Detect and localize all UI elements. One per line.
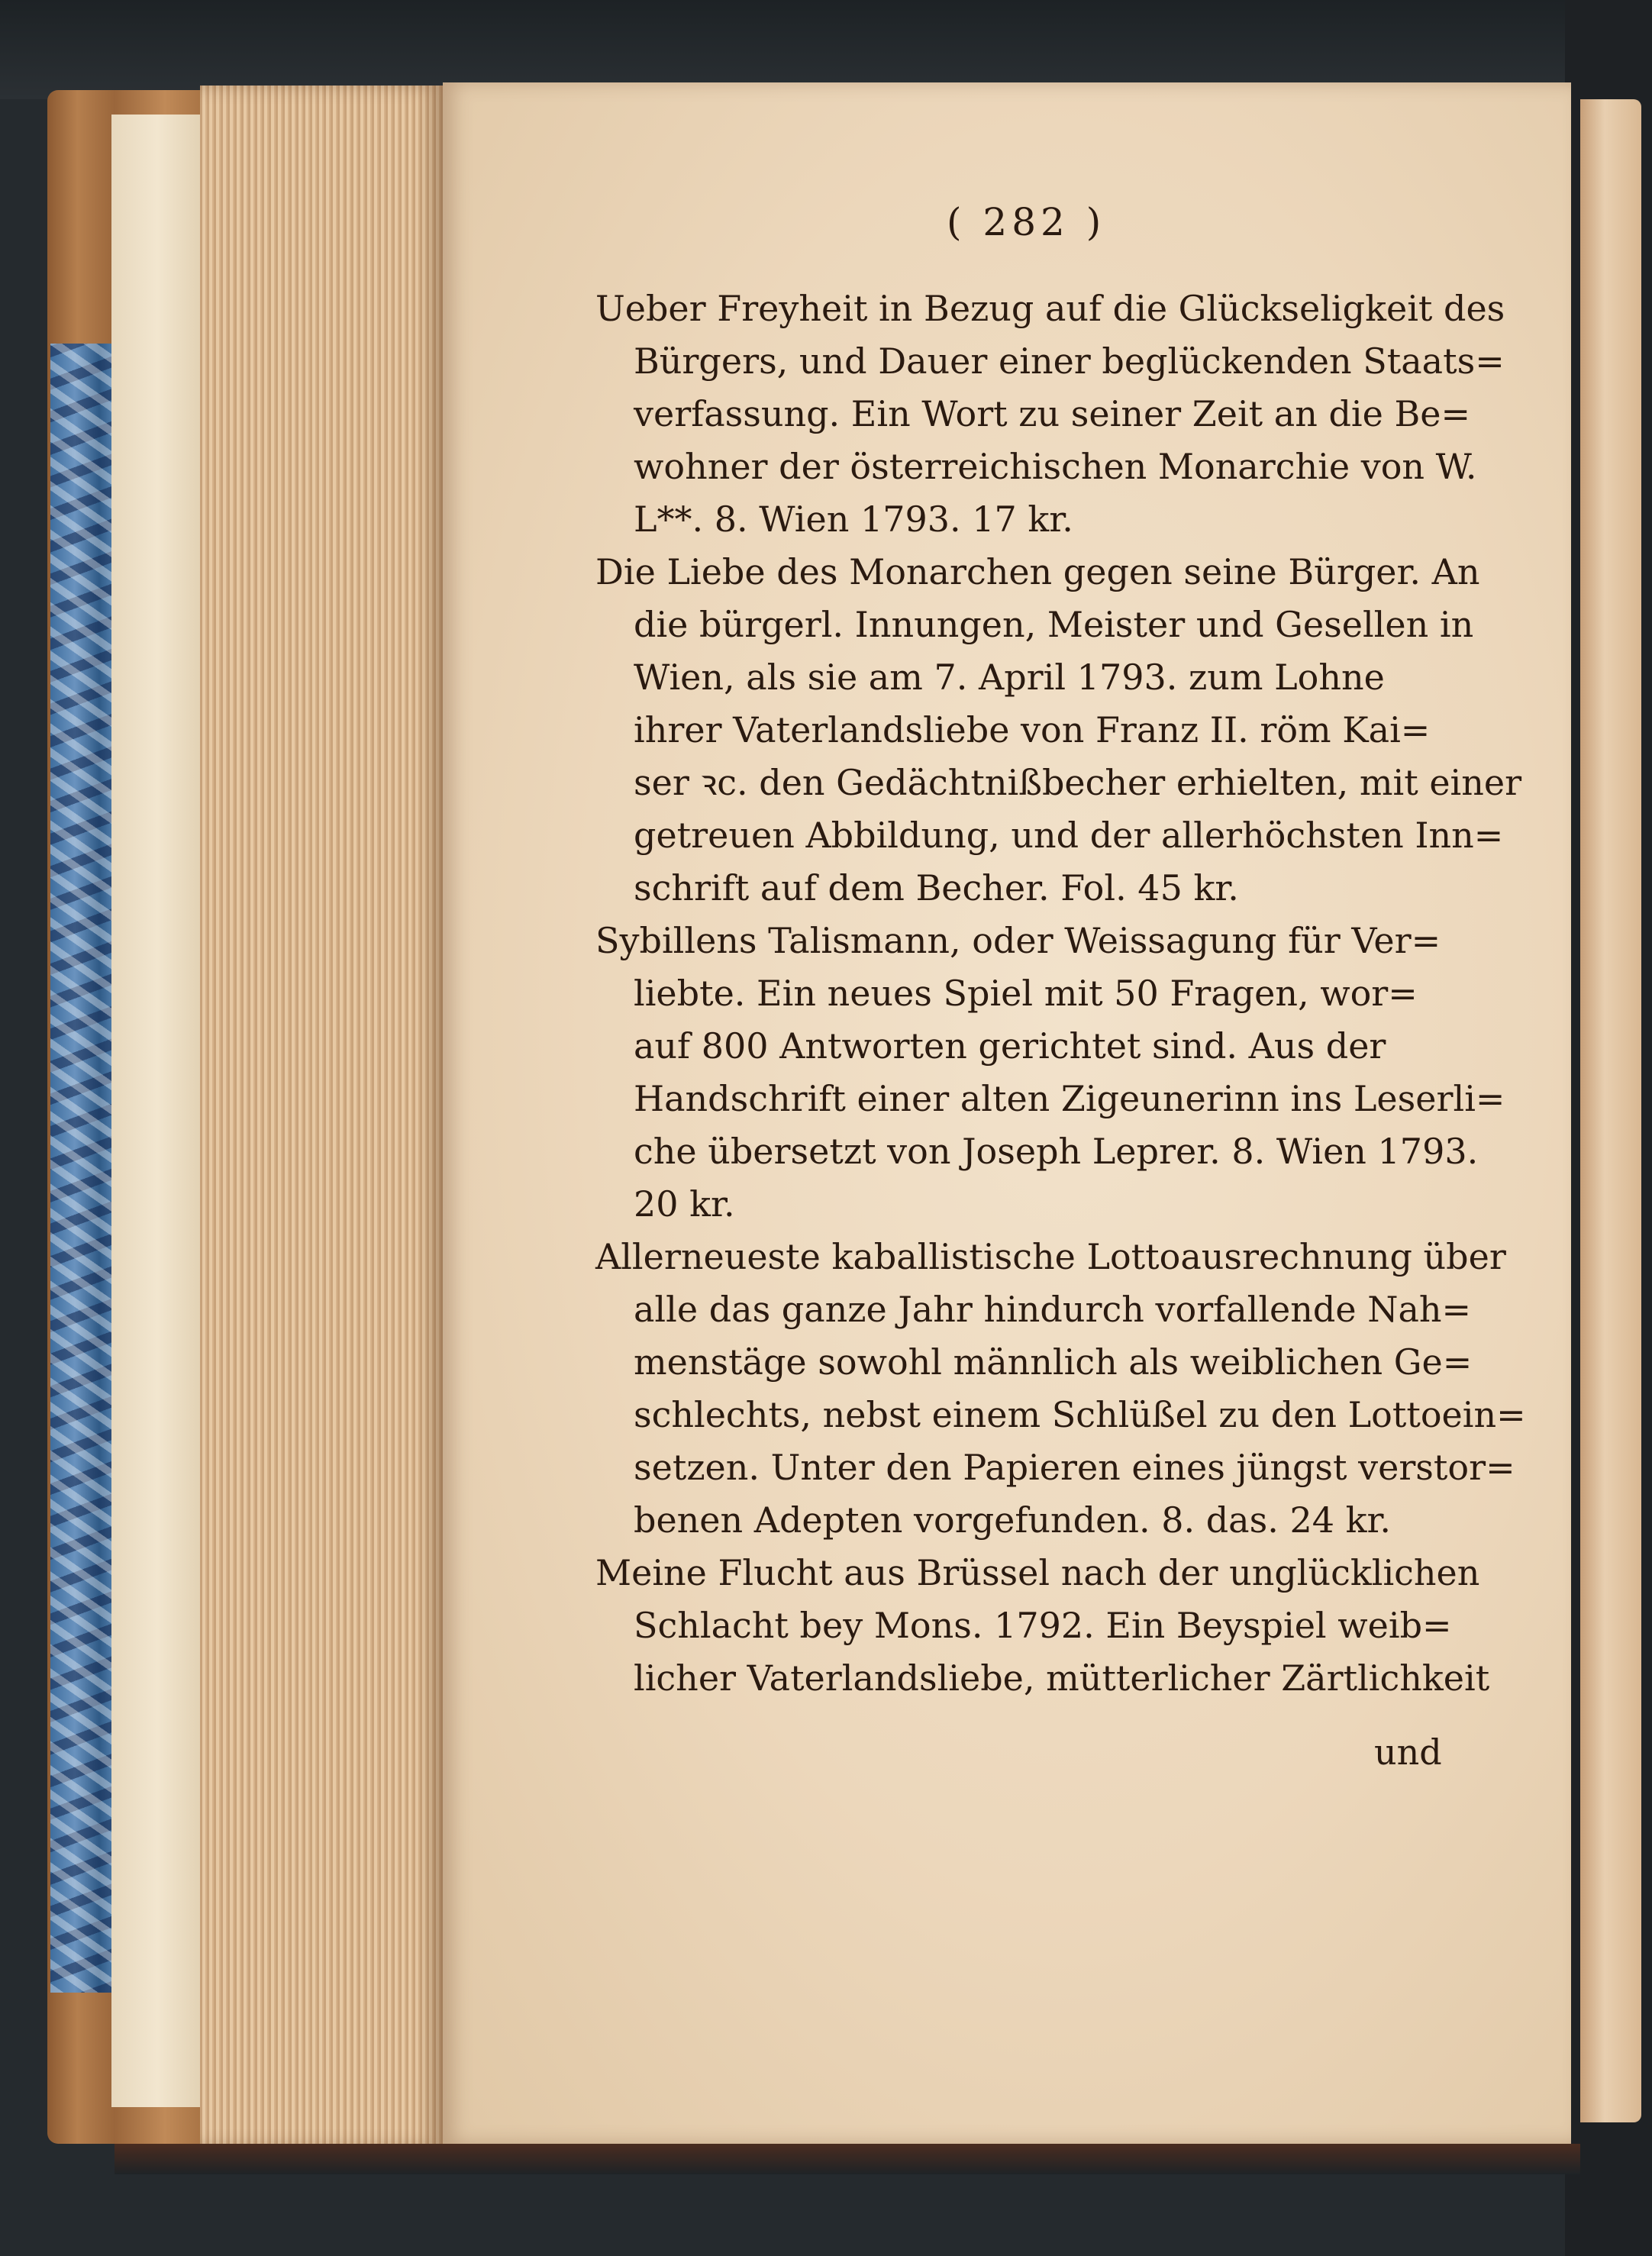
entry-line: wohner der österreichischen Monarchie von W. xyxy=(634,446,1477,487)
page-edges xyxy=(200,86,444,2147)
entry-line: menstäge sowohl männlich als weiblichen Ge= xyxy=(634,1341,1473,1383)
page-number: ( 282 ) xyxy=(947,200,1106,244)
catalog-entry xyxy=(595,1231,1526,1547)
entry-line: Handschrift einer alten Zigeunerinn ins Leserli= xyxy=(634,1078,1505,1119)
entry-line: Bürgers, und Dauer einer beglückenden Staats= xyxy=(634,340,1505,382)
entry-line: schlechts, nebst einem Schlüßel zu den Lottoein= xyxy=(634,1394,1526,1435)
entry-line: Sybillens Talismann, oder Weissagung für Ver= xyxy=(595,920,1441,961)
entry-line: Die Liebe des Monarchen gegen seine Bürger. An xyxy=(595,551,1480,592)
entry-line: Meine Flucht aus Brüssel nach der unglücklichen xyxy=(595,1552,1480,1593)
background-bottom xyxy=(115,2144,1580,2174)
catalog-entry xyxy=(595,282,1505,546)
entry-line: liebte. Ein neues Spiel mit 50 Fragen, wor= xyxy=(634,973,1418,1014)
entry-line: Allerneueste kaballistische Lottoausrechnung über xyxy=(595,1236,1506,1277)
entry-line: L**. 8. Wien 1793. 17 kr. xyxy=(634,499,1073,540)
entry-line: die bürgerl. Innungen, Meister und Gesellen in xyxy=(634,604,1474,645)
endpaper xyxy=(111,115,203,2107)
next-page-edge xyxy=(1580,99,1641,2122)
entry-line: ser ꝛc. den Gedächtnißbecher erhielten, mit einer xyxy=(634,762,1522,803)
marbled-cover-pattern xyxy=(50,344,114,1993)
entry-line: Wien, als sie am 7. April 1793. zum Lohne xyxy=(634,657,1385,698)
entry-line: ihrer Vaterlandsliebe von Franz II. röm Kai= xyxy=(634,709,1431,750)
catalog-entry xyxy=(595,546,1522,915)
entry-line: Schlacht bey Mons. 1792. Ein Beyspiel weib= xyxy=(634,1605,1452,1646)
entry-line: setzen. Unter den Papieren eines jüngst verstor= xyxy=(634,1447,1515,1488)
entry-line: alle das ganze Jahr hindurch vorfallende Nah= xyxy=(634,1289,1472,1330)
entry-line: 20 kr. xyxy=(634,1183,735,1225)
entry-line: Ueber Freyheit in Bezug auf die Glückseligkeit des xyxy=(595,288,1505,329)
catalog-entries xyxy=(595,282,1526,1705)
entry-line: schrift auf dem Becher. Fol. 45 kr. xyxy=(634,867,1239,909)
entry-line: getreuen Abbildung, und der allerhöchsten Inn= xyxy=(634,815,1504,856)
entry-line: licher Vaterlandsliebe, mütterlicher Zärtlichkeit xyxy=(634,1657,1490,1699)
entry-line: auf 800 Antworten gerichtet sind. Aus der xyxy=(634,1025,1386,1067)
catalog-entry xyxy=(595,915,1505,1231)
entry-line: verfassung. Ein Wort zu seiner Zeit an die Be= xyxy=(634,393,1471,434)
catchword: und xyxy=(1374,1732,1442,1773)
entry-line: che übersetzt von Joseph Leprer. 8. Wien 1793. xyxy=(634,1131,1479,1172)
catalog-entry xyxy=(595,1547,1490,1705)
entry-line: benen Adepten vorgefunden. 8. das. 24 kr. xyxy=(634,1499,1392,1541)
